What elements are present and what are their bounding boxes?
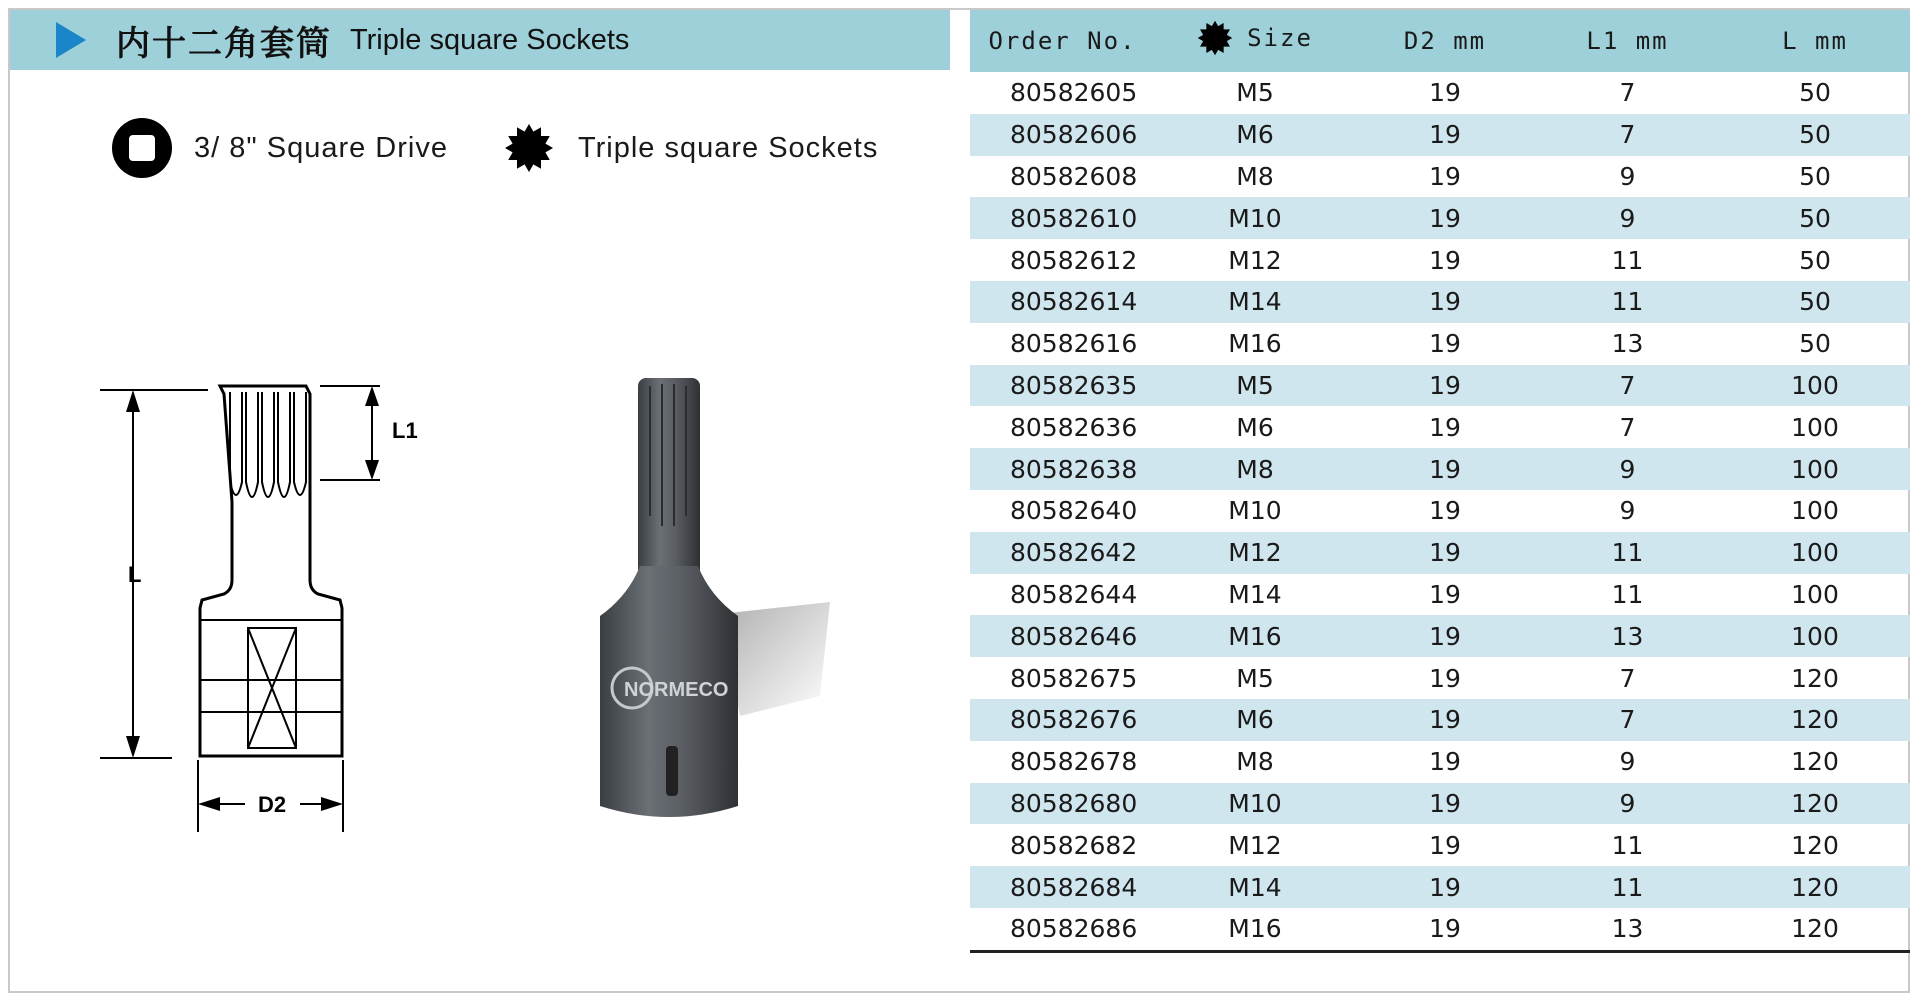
- cell-d2: 19: [1355, 365, 1535, 407]
- cell-order: 80582642: [970, 532, 1155, 574]
- cell-d2: 19: [1429, 161, 1461, 191]
- cell-l1: 13: [1535, 615, 1720, 657]
- cell-l1: 9: [1619, 747, 1636, 777]
- cell-order: 80582646: [970, 615, 1155, 657]
- cell-l1: 11: [1535, 866, 1720, 908]
- cell-size: M8: [1236, 747, 1274, 777]
- cell-l: 100: [1720, 615, 1910, 657]
- cell-l: 50: [1799, 329, 1831, 359]
- cell-l: 100: [1720, 532, 1910, 574]
- cell-size: M14: [1228, 579, 1282, 609]
- cell-size: M16: [1155, 615, 1355, 657]
- label-l1: L1: [392, 418, 418, 443]
- cell-l1: 7: [1535, 365, 1720, 407]
- cell-l: 50: [1799, 161, 1831, 191]
- legend-item-drive: [112, 118, 448, 178]
- legend-drive-label: 3/ 8" Square Drive: [194, 131, 448, 164]
- table-row: [970, 323, 1910, 365]
- legend-socket-label: Triple square Sockets: [577, 131, 879, 164]
- cell-size: M12: [1228, 245, 1282, 275]
- twelve-point-star-icon: [1197, 20, 1233, 56]
- cell-l: 50: [1720, 281, 1910, 323]
- table-row: [970, 490, 1910, 532]
- l1-arrow-bottom: [365, 460, 379, 480]
- cell-order: 80582614: [970, 281, 1155, 323]
- cell-size: M14: [1155, 281, 1355, 323]
- table-row: [970, 114, 1910, 156]
- cell-l: 100: [1791, 412, 1839, 442]
- cell-order: 80582678: [1010, 747, 1138, 777]
- legend-item-socket: [504, 123, 878, 173]
- table-row: [970, 615, 1910, 657]
- cell-l1: 7: [1535, 114, 1720, 156]
- table-row: [970, 156, 1910, 198]
- cell-order: 80582675: [1010, 663, 1138, 693]
- cell-l1: 9: [1535, 783, 1720, 825]
- section-header: [10, 10, 950, 70]
- cell-d2: 19: [1355, 615, 1535, 657]
- photo-bit-shaft: [638, 378, 700, 578]
- table-row: [970, 239, 1910, 281]
- cell-size: M5: [1236, 663, 1274, 693]
- cell-l: 100: [1791, 579, 1839, 609]
- cell-size: M10: [1155, 783, 1355, 825]
- cell-l: 100: [1720, 365, 1910, 407]
- table-row: [970, 574, 1910, 616]
- d2-arrow-right: [321, 797, 343, 811]
- table-row: [970, 783, 1910, 825]
- twelve-point-star-icon: [504, 123, 554, 173]
- cell-d2: 19: [1429, 579, 1461, 609]
- table-row: [970, 448, 1910, 490]
- cell-l1: 11: [1535, 281, 1720, 323]
- table-row: [970, 281, 1910, 323]
- cell-l: 120: [1720, 908, 1910, 951]
- cell-size: M16: [1228, 329, 1282, 359]
- table-body: [970, 72, 1910, 951]
- cell-order: 80582636: [1010, 412, 1138, 442]
- label-d2: D2: [258, 792, 287, 817]
- cell-d2: 19: [1429, 496, 1461, 526]
- cell-order: 80582684: [970, 866, 1155, 908]
- cell-order: 80582638: [970, 448, 1155, 490]
- cell-size: M8: [1236, 161, 1274, 191]
- cell-d2: 19: [1355, 114, 1535, 156]
- cell-l: 50: [1799, 245, 1831, 275]
- photo-retaining-hole: [666, 746, 678, 796]
- cell-d2: 19: [1429, 412, 1461, 442]
- cell-order: 80582682: [1010, 830, 1138, 860]
- table-row: [970, 197, 1910, 239]
- play-triangle-icon: [56, 22, 86, 58]
- cell-l1: 13: [1535, 908, 1720, 951]
- cell-d2: 19: [1355, 866, 1535, 908]
- cell-l1: 7: [1619, 78, 1636, 108]
- cell-d2: 19: [1355, 197, 1535, 239]
- cell-l1: 7: [1619, 412, 1636, 442]
- cell-l1: 11: [1535, 532, 1720, 574]
- table-row: [970, 824, 1910, 866]
- cell-order: 80582612: [1010, 245, 1138, 275]
- col-header-size: [1155, 10, 1355, 72]
- d2-arrow-left: [198, 797, 220, 811]
- label-l: L: [128, 562, 142, 587]
- table-row: [970, 532, 1910, 574]
- technical-drawing: [90, 372, 418, 832]
- cell-d2: 19: [1355, 908, 1535, 951]
- cell-l1: 11: [1611, 245, 1644, 275]
- l-arrow-top: [126, 390, 140, 412]
- cell-size: M10: [1228, 496, 1282, 526]
- cell-d2: 19: [1429, 830, 1461, 860]
- col-header-order: Order No.: [970, 10, 1155, 72]
- socket-outline: [200, 386, 342, 756]
- cell-l1: 9: [1619, 161, 1636, 191]
- cell-size: M12: [1228, 830, 1282, 860]
- table-row: [970, 908, 1910, 951]
- table-row: [970, 72, 1910, 114]
- legend: [112, 118, 934, 178]
- table-row: [970, 741, 1910, 783]
- cell-d2: 19: [1429, 245, 1461, 275]
- table-row: [970, 699, 1910, 741]
- cell-size: M6: [1155, 699, 1355, 741]
- cell-l: 100: [1791, 496, 1839, 526]
- cell-d2: 19: [1355, 699, 1535, 741]
- cell-d2: 19: [1429, 329, 1461, 359]
- cell-l: 120: [1791, 747, 1839, 777]
- l-arrow-bottom: [126, 736, 140, 758]
- title-english: Triple square Sockets: [350, 23, 630, 56]
- col-header-l: L mm: [1720, 10, 1910, 72]
- cell-l: 50: [1720, 114, 1910, 156]
- cell-order: 80582676: [970, 699, 1155, 741]
- cell-order: 80582640: [1010, 496, 1138, 526]
- cell-size: M5: [1155, 365, 1355, 407]
- cell-order: 80582644: [1010, 579, 1138, 609]
- cell-l1: 11: [1611, 579, 1644, 609]
- cell-d2: 19: [1355, 783, 1535, 825]
- col-header-l1: L1 mm: [1535, 10, 1720, 72]
- cell-size: M16: [1155, 908, 1355, 951]
- cell-l1: 9: [1619, 496, 1636, 526]
- table-row: [970, 866, 1910, 908]
- cell-l: 120: [1791, 663, 1839, 693]
- cell-l: 100: [1720, 448, 1910, 490]
- cell-size: M8: [1155, 448, 1355, 490]
- cell-l1: 9: [1535, 197, 1720, 239]
- cell-size: M12: [1155, 532, 1355, 574]
- cell-l1: 9: [1535, 448, 1720, 490]
- cell-size: M14: [1155, 866, 1355, 908]
- cell-d2: 19: [1355, 281, 1535, 323]
- cell-d2: 19: [1429, 747, 1461, 777]
- cell-order: 80582610: [970, 197, 1155, 239]
- spec-table: [970, 10, 1910, 953]
- cell-l: 50: [1720, 197, 1910, 239]
- cell-size: M10: [1155, 197, 1355, 239]
- cell-order: 80582616: [1010, 329, 1138, 359]
- cell-order: 80582605: [1010, 78, 1138, 108]
- cell-d2: 19: [1355, 448, 1535, 490]
- cell-l: 120: [1720, 699, 1910, 741]
- photo-brand: NORMECO: [624, 679, 729, 701]
- square-drive-icon: [112, 118, 172, 178]
- col-header-size-label: Size: [1247, 24, 1313, 52]
- cell-order: 80582680: [970, 783, 1155, 825]
- cell-l: 120: [1720, 783, 1910, 825]
- cell-order: 80582686: [970, 908, 1155, 951]
- table-row: [970, 657, 1910, 699]
- table-header-row: [970, 10, 1910, 72]
- cell-l1: 7: [1535, 699, 1720, 741]
- cell-d2: 19: [1429, 78, 1461, 108]
- cell-l1: 7: [1619, 663, 1636, 693]
- title-chinese: 内十二角套筒: [116, 24, 332, 63]
- cell-size: M6: [1155, 114, 1355, 156]
- cell-l1: 13: [1611, 329, 1644, 359]
- table-row: [970, 406, 1910, 448]
- cell-order: 80582635: [970, 365, 1155, 407]
- product-photo: [570, 366, 870, 826]
- spline-flutes: [230, 392, 306, 497]
- l1-arrow-top: [365, 386, 379, 406]
- cell-l1: 11: [1611, 830, 1644, 860]
- cell-l: 50: [1799, 78, 1831, 108]
- col-header-d2: D2 mm: [1355, 10, 1535, 72]
- cell-d2: 19: [1429, 663, 1461, 693]
- cell-order: 80582606: [970, 114, 1155, 156]
- cell-d2: 19: [1355, 532, 1535, 574]
- cell-l: 120: [1720, 866, 1910, 908]
- cell-l: 120: [1791, 830, 1839, 860]
- cell-order: 80582608: [1010, 161, 1138, 191]
- table-row: [970, 365, 1910, 407]
- cell-size: M5: [1236, 78, 1274, 108]
- cell-size: M6: [1236, 412, 1274, 442]
